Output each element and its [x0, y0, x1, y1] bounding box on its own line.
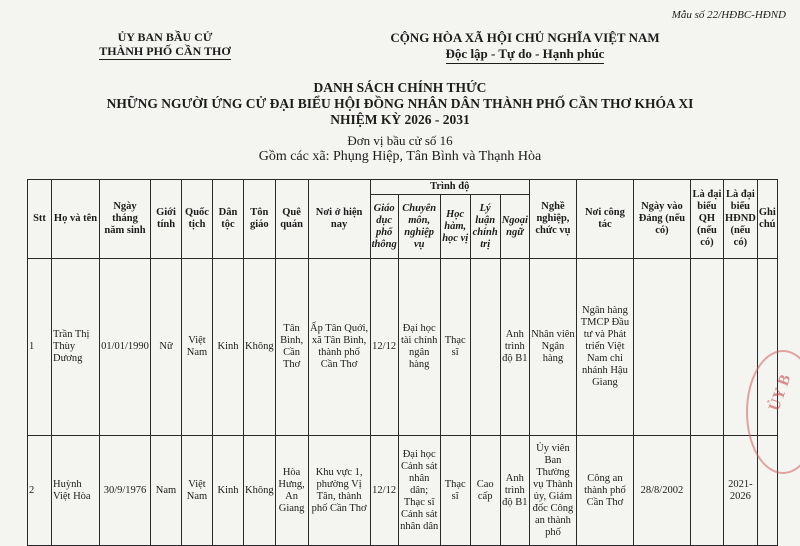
col-stt: Stt — [28, 180, 52, 259]
col-gender: Giới tính — [151, 180, 182, 259]
cell-foreign-language: Anh trình độ B1 — [500, 259, 529, 436]
title-line-2: NHỮNG NGƯỜI ỨNG CỬ ĐẠI BIỂU HỘI ĐỒNG NHÂN DÂN THÀNH PHỐ CẦN THƠ KHÓA XI — [106, 96, 694, 111]
cell-residence: Ấp Tân Quới, xã Tân Bình, thành phố Cần Thơ — [308, 259, 370, 436]
cell-religion: Không — [244, 436, 276, 546]
cell-gender: Nữ — [151, 259, 182, 436]
cell-hometown: Hòa Hưng, An Giang — [275, 436, 308, 546]
title-line-3: NHIỆM KỲ 2026 - 2031 — [330, 112, 470, 127]
col-professional: Chuyên môn, nghiệp vụ — [398, 195, 440, 259]
cell-nationality: Việt Nam — [182, 436, 213, 546]
cell-stt: 2 — [28, 436, 52, 546]
cell-occupation: Nhân viên Ngân hàng — [529, 259, 576, 436]
col-occupation: Nghề nghiệp, chức vụ — [529, 180, 576, 259]
table-row — [28, 259, 778, 436]
cell-name: Trần Thị Thùy Dương — [52, 259, 100, 436]
col-workplace: Nơi công tác — [576, 180, 633, 259]
cell-religion: Không — [244, 259, 276, 436]
cell-party-date — [633, 259, 690, 436]
col-religion: Tôn giáo — [244, 180, 276, 259]
cell-ethnicity: Kinh — [213, 436, 244, 546]
cell-occupation: Ủy viên Ban Thường vụ Thành ủy, Giám đốc Công an thành phố — [529, 436, 576, 546]
col-education-group: Trình độ — [370, 180, 529, 195]
col-general-education: Giáo dục phổ thông — [370, 195, 398, 259]
col-notes: Ghi chú — [757, 180, 777, 259]
cell-general-education: 12/12 — [370, 436, 398, 546]
cell-party-date: 28/8/2002 — [633, 436, 690, 546]
cell-ethnicity: Kinh — [213, 259, 244, 436]
motto: Độc lập - Tự do - Hạnh phúc — [446, 46, 605, 64]
cell-general-education: 12/12 — [370, 259, 398, 436]
col-political-theory: Lý luận chính trị — [470, 195, 500, 259]
cell-name: Huỳnh Việt Hòa — [52, 436, 100, 546]
cell-foreign-language: Anh trình độ B1 — [500, 436, 529, 546]
cell-academic-degree: Thạc sĩ — [440, 259, 470, 436]
cell-na-deputy — [690, 259, 723, 436]
authority-line-1: ỦY BAN BẦU CỬ — [117, 30, 213, 44]
candidates-table — [27, 179, 778, 546]
col-hometown: Quê quán — [275, 180, 308, 259]
stamp-text: ỦY B — [765, 372, 795, 414]
electoral-unit — [60, 133, 740, 165]
col-academic-degree: Học hàm, học vị — [440, 195, 470, 259]
national-motto — [360, 30, 690, 64]
col-foreign-language: Ngoại ngữ — [500, 195, 529, 259]
title-line-1: DANH SÁCH CHÍNH THỨC — [313, 80, 487, 95]
col-council-deputy: Là đại biểu HĐND (nếu có) — [723, 180, 757, 259]
cell-dob: 01/01/1990 — [100, 259, 151, 436]
unit-number: Đơn vị bầu cử số 16 — [347, 133, 453, 148]
cell-residence: Khu vực 1, phường Vị Tân, thành phố Cần Thơ — [308, 436, 370, 546]
col-party-date: Ngày vào Đảng (nếu có) — [633, 180, 690, 259]
cell-gender: Nam — [151, 436, 182, 546]
col-name: Họ và tên — [52, 180, 100, 259]
col-ethnicity: Dân tộc — [213, 180, 244, 259]
cell-council-deputy: 2021-2026 — [723, 436, 757, 546]
cell-na-deputy — [690, 436, 723, 546]
col-residence: Nơi ở hiện nay — [308, 180, 370, 259]
form-code: Mẫu số 22/HĐBC-HĐND — [671, 9, 786, 21]
country-name: CỘNG HÒA XÃ HỘI CHỦ NGHĨA VIỆT NAM — [390, 30, 660, 45]
cell-hometown: Tân Bình, Cần Thơ — [275, 259, 308, 436]
col-na-deputy: Là đại biểu QH (nếu có) — [690, 180, 723, 259]
cell-nationality: Việt Nam — [182, 259, 213, 436]
cell-professional: Đại học Cảnh sát nhân dân; Thạc sĩ Cảnh sát nhân dân — [398, 436, 440, 546]
cell-professional: Đại học tài chính ngân hàng — [398, 259, 440, 436]
cell-workplace: Công an thành phố Cần Thơ — [576, 436, 633, 546]
col-nationality: Quốc tịch — [182, 180, 213, 259]
cell-workplace: Ngân hàng TMCP Đầu tư và Phát triển Việt Nam chi nhánh Hậu Giang — [576, 259, 633, 436]
col-dob: Ngày tháng năm sinh — [100, 180, 151, 259]
cell-dob: 30/9/1976 — [100, 436, 151, 546]
communes-list: Gồm các xã: Phụng Hiệp, Tân Bình và Thạnh Hòa — [258, 149, 542, 164]
cell-academic-degree: Thạc sĩ — [440, 436, 470, 546]
issuing-authority — [70, 30, 260, 60]
table-row — [28, 436, 778, 546]
authority-line-2: THÀNH PHỐ CẦN THƠ — [99, 44, 231, 58]
cell-stt: 1 — [28, 259, 52, 436]
cell-political-theory: Cao cấp — [470, 436, 500, 546]
cell-political-theory — [470, 259, 500, 436]
document-title — [60, 80, 740, 128]
